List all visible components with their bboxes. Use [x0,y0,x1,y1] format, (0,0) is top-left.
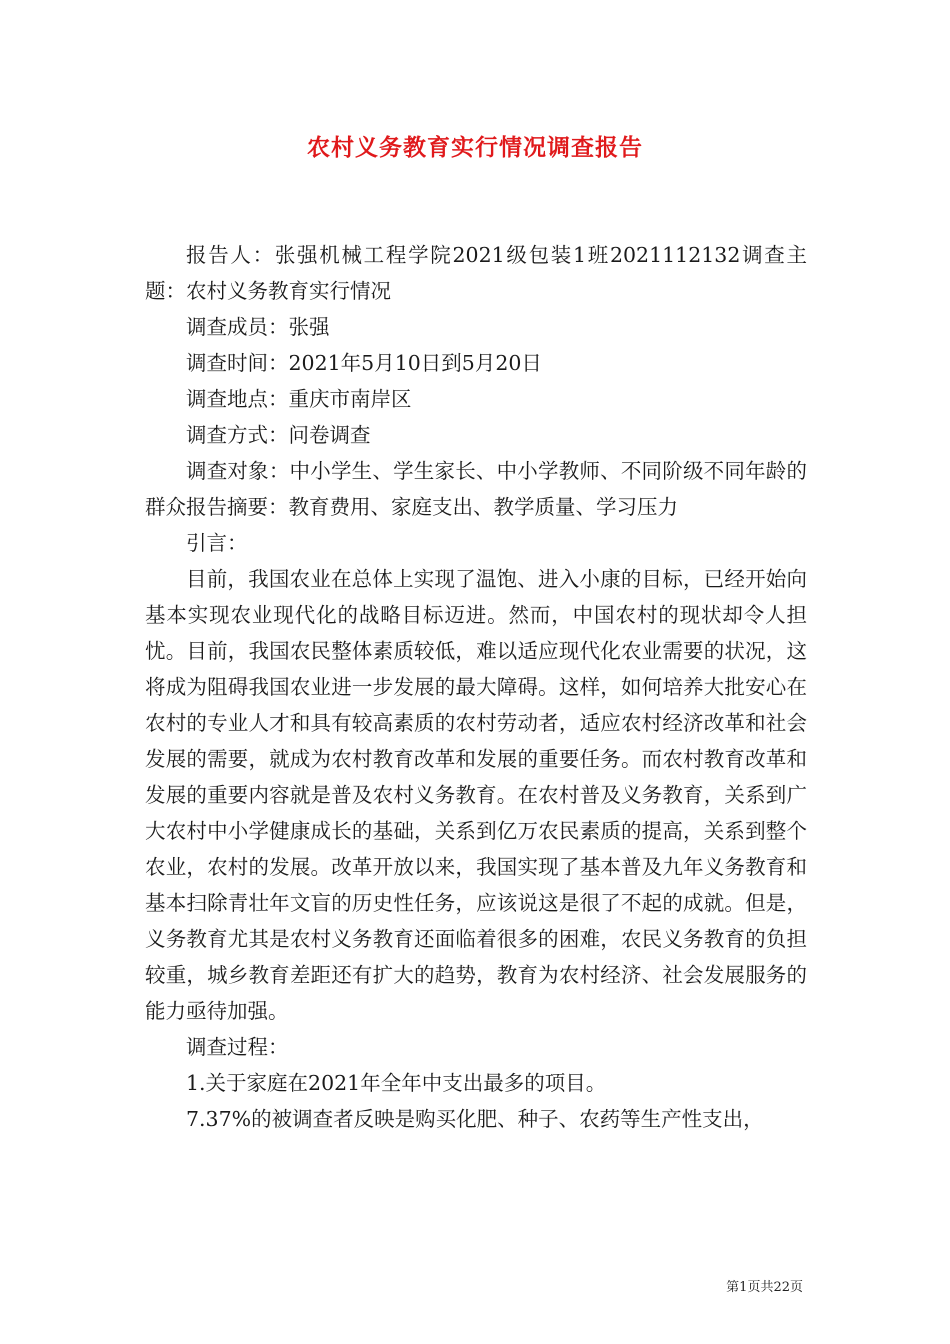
page-number: 第1页共22页 [726,1280,803,1295]
paragraph-location: 调查地点：重庆市南岸区 [186,387,412,411]
paragraph-item-stat: 7.37%的被调查者反映是购买化肥、种子、农药等生产性支出， [186,1107,764,1131]
paragraph-subjects-abstract: 调查对象：中小学生、学生家长、中小学教师、不同阶级不同年龄的群众报告摘要：教育费用、家庭支出、教学质量、学习压力 [145,459,807,519]
paragraph-intro-body: 目前，我国农业在总体上实现了温饱、进入小康的目标，已经开始向基本实现农业现代化的战略目标迈进。然而，中国农村的现状却令人担忧。目前，我国农民整体素质较低，难以适应现代化农业需要的状况，这将成为阻碍我国农业进一步发展的最大障碍。这样，如何培养大批安心在农村的专业人才和具有较高素质的农村劳动者，适应农村经济改革和社会发展的需要，就成为农村教育改革和发展的重要任务。而农村教育改革和发展的重要内容就是普及农村义务教育。在农村普及义务教育，关系到广大农村中小学健康成长的基础，关系到亿万农民素质的提高，关系到整个农业，农村的发展。改革开放以来，我国实现了基本普及九年义务教育和基本扫除青壮年文盲的历史性任务，应该说这是很了不起的成就。但是，义务教育尤其是农村义务教育还面临着很多的困难，农民义务教育的负担较重，城乡教育差距还有扩大的趋势，教育为农村经济、社会发展服务的能力亟待加强。 [145,567,807,1023]
document-body [145,237,807,1137]
paragraph-members: 调查成员：张强 [186,315,330,339]
paragraph-item-1: 1.关于家庭在2021年全年中支出最多的项目。 [186,1071,607,1095]
paragraph-intro-heading: 引言： [186,531,248,555]
paragraph-time: 调查时间：2021年5月10日到5月20日 [186,351,542,375]
paragraph-process-heading: 调查过程： [186,1035,289,1059]
document-title: 农村义务教育实行情况调查报告 [307,134,643,161]
paragraph-method: 调查方式：问卷调查 [186,423,371,447]
paragraph-reporter: 报告人：张强机械工程学院2021级包装1班2021112132调查主题：农村义务教育实行情况 [145,243,807,303]
